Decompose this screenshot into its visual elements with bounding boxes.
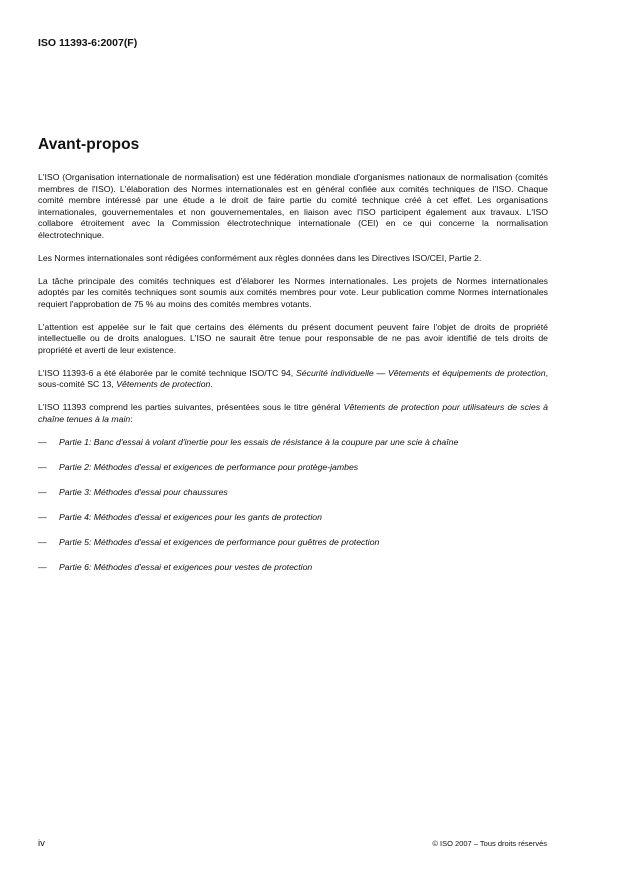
dash-bullet-icon: —	[38, 536, 47, 547]
list-item	[38, 537, 548, 549]
list-item	[38, 562, 548, 574]
paragraph-directives: Les Normes internationales sont rédigées conformément aux règles données dans les Directives ISO/CEI, Partie 2.	[38, 252, 482, 263]
part-label: Partie 5: Méthodes d'essai et exigences de performance pour guêtres de protection	[59, 536, 380, 547]
part-label: Partie 6: Méthodes d'essai et exigences pour vestes de protection	[59, 561, 313, 572]
general-title: Vêtements de protection pour utilisateurs de scies à chaîne tenues à la main	[38, 402, 548, 424]
section-title: Avant-propos	[38, 136, 140, 153]
subcommittee-title: Vêtements de protection	[116, 379, 211, 389]
list-item	[38, 487, 548, 499]
text-segment: .	[210, 379, 213, 389]
paragraph-technical-committees: La tâche principale des comités techniques est d'élaborer les Normes internationales. Les projets de Normes internationales adoptés par les comités techniques sont soumis aux comités membres pour vote. Leur publication comme Normes internationales requiert l'approbation de 75 % au moins des comités membres votants.	[38, 275, 548, 309]
part-label: Partie 4: Méthodes d'essai et exigences pour les gants de protection	[59, 511, 322, 522]
part-label: Partie 2: Méthodes d'essai et exigences de performance pour protège-jambes	[59, 461, 359, 472]
page-number: iv	[38, 838, 45, 849]
part-label: Partie 1: Banc d'essai à volant d'inertie pour les essais de résistance à la coupure par une scie à chaîne	[59, 436, 459, 447]
copyright-notice: © ISO 2007 – Tous droits réservés	[432, 839, 547, 848]
text-segment: :	[130, 413, 133, 424]
dash-bullet-icon: —	[38, 461, 47, 472]
document-id-header: ISO 11393-6:2007(F)	[38, 37, 138, 49]
text-segment: L'ISO 11393 comprend les parties suivantes, présentées sous le titre général	[38, 402, 344, 412]
parts-list	[38, 437, 548, 574]
list-item	[38, 462, 548, 474]
committee-title: Sécurité individuelle — Vêtements et équipements de protection	[295, 367, 546, 378]
foreword-content	[38, 172, 548, 587]
paragraph-iso-intro: L'ISO (Organisation internationale de normalisation) est une fédération mondiale d'organismes nationaux de normalisation (comités membres de l'ISO). L'élaboration des Normes internationales est en général confiée aux comités techniques de l'ISO. Chaque comité membre intéressé par une étude a le droit de faire partie du comité technique créé à cet effet. Les organisations internationales, gouvernementales et non gouvernementales, en liaison avec l'ISO participent également aux travaux. L'ISO collabore étroitement avec la Commission électrotechnique internationale (CEI) en ce qui concerne la normalisation électrotechnique.	[38, 172, 548, 240]
text-segment: L'ISO 11393-6 a été élaborée par le comité technique ISO/TC 94,	[38, 367, 296, 378]
paragraph-patent-rights: L'attention est appelée sur le fait que certains des éléments du présent document peuvent faire l'objet de droits de propriété intellectuelle ou de droits analogues. L'ISO ne saurait être tenue pour responsable de ne pas avoir identifié de tels droits de propriété et averti de leur existence.	[38, 321, 548, 355]
list-item	[38, 512, 548, 524]
text-segment: , sous-comité SC 13,	[38, 367, 548, 389]
dash-bullet-icon: —	[38, 511, 47, 522]
paragraph-prepared-by	[38, 368, 548, 391]
paragraph-parts-intro	[38, 402, 548, 425]
dash-bullet-icon: —	[38, 561, 47, 572]
dash-bullet-icon: —	[38, 486, 47, 497]
list-item	[38, 437, 548, 449]
part-label: Partie 3: Méthodes d'essai pour chaussures	[59, 486, 228, 497]
dash-bullet-icon: —	[38, 436, 47, 447]
